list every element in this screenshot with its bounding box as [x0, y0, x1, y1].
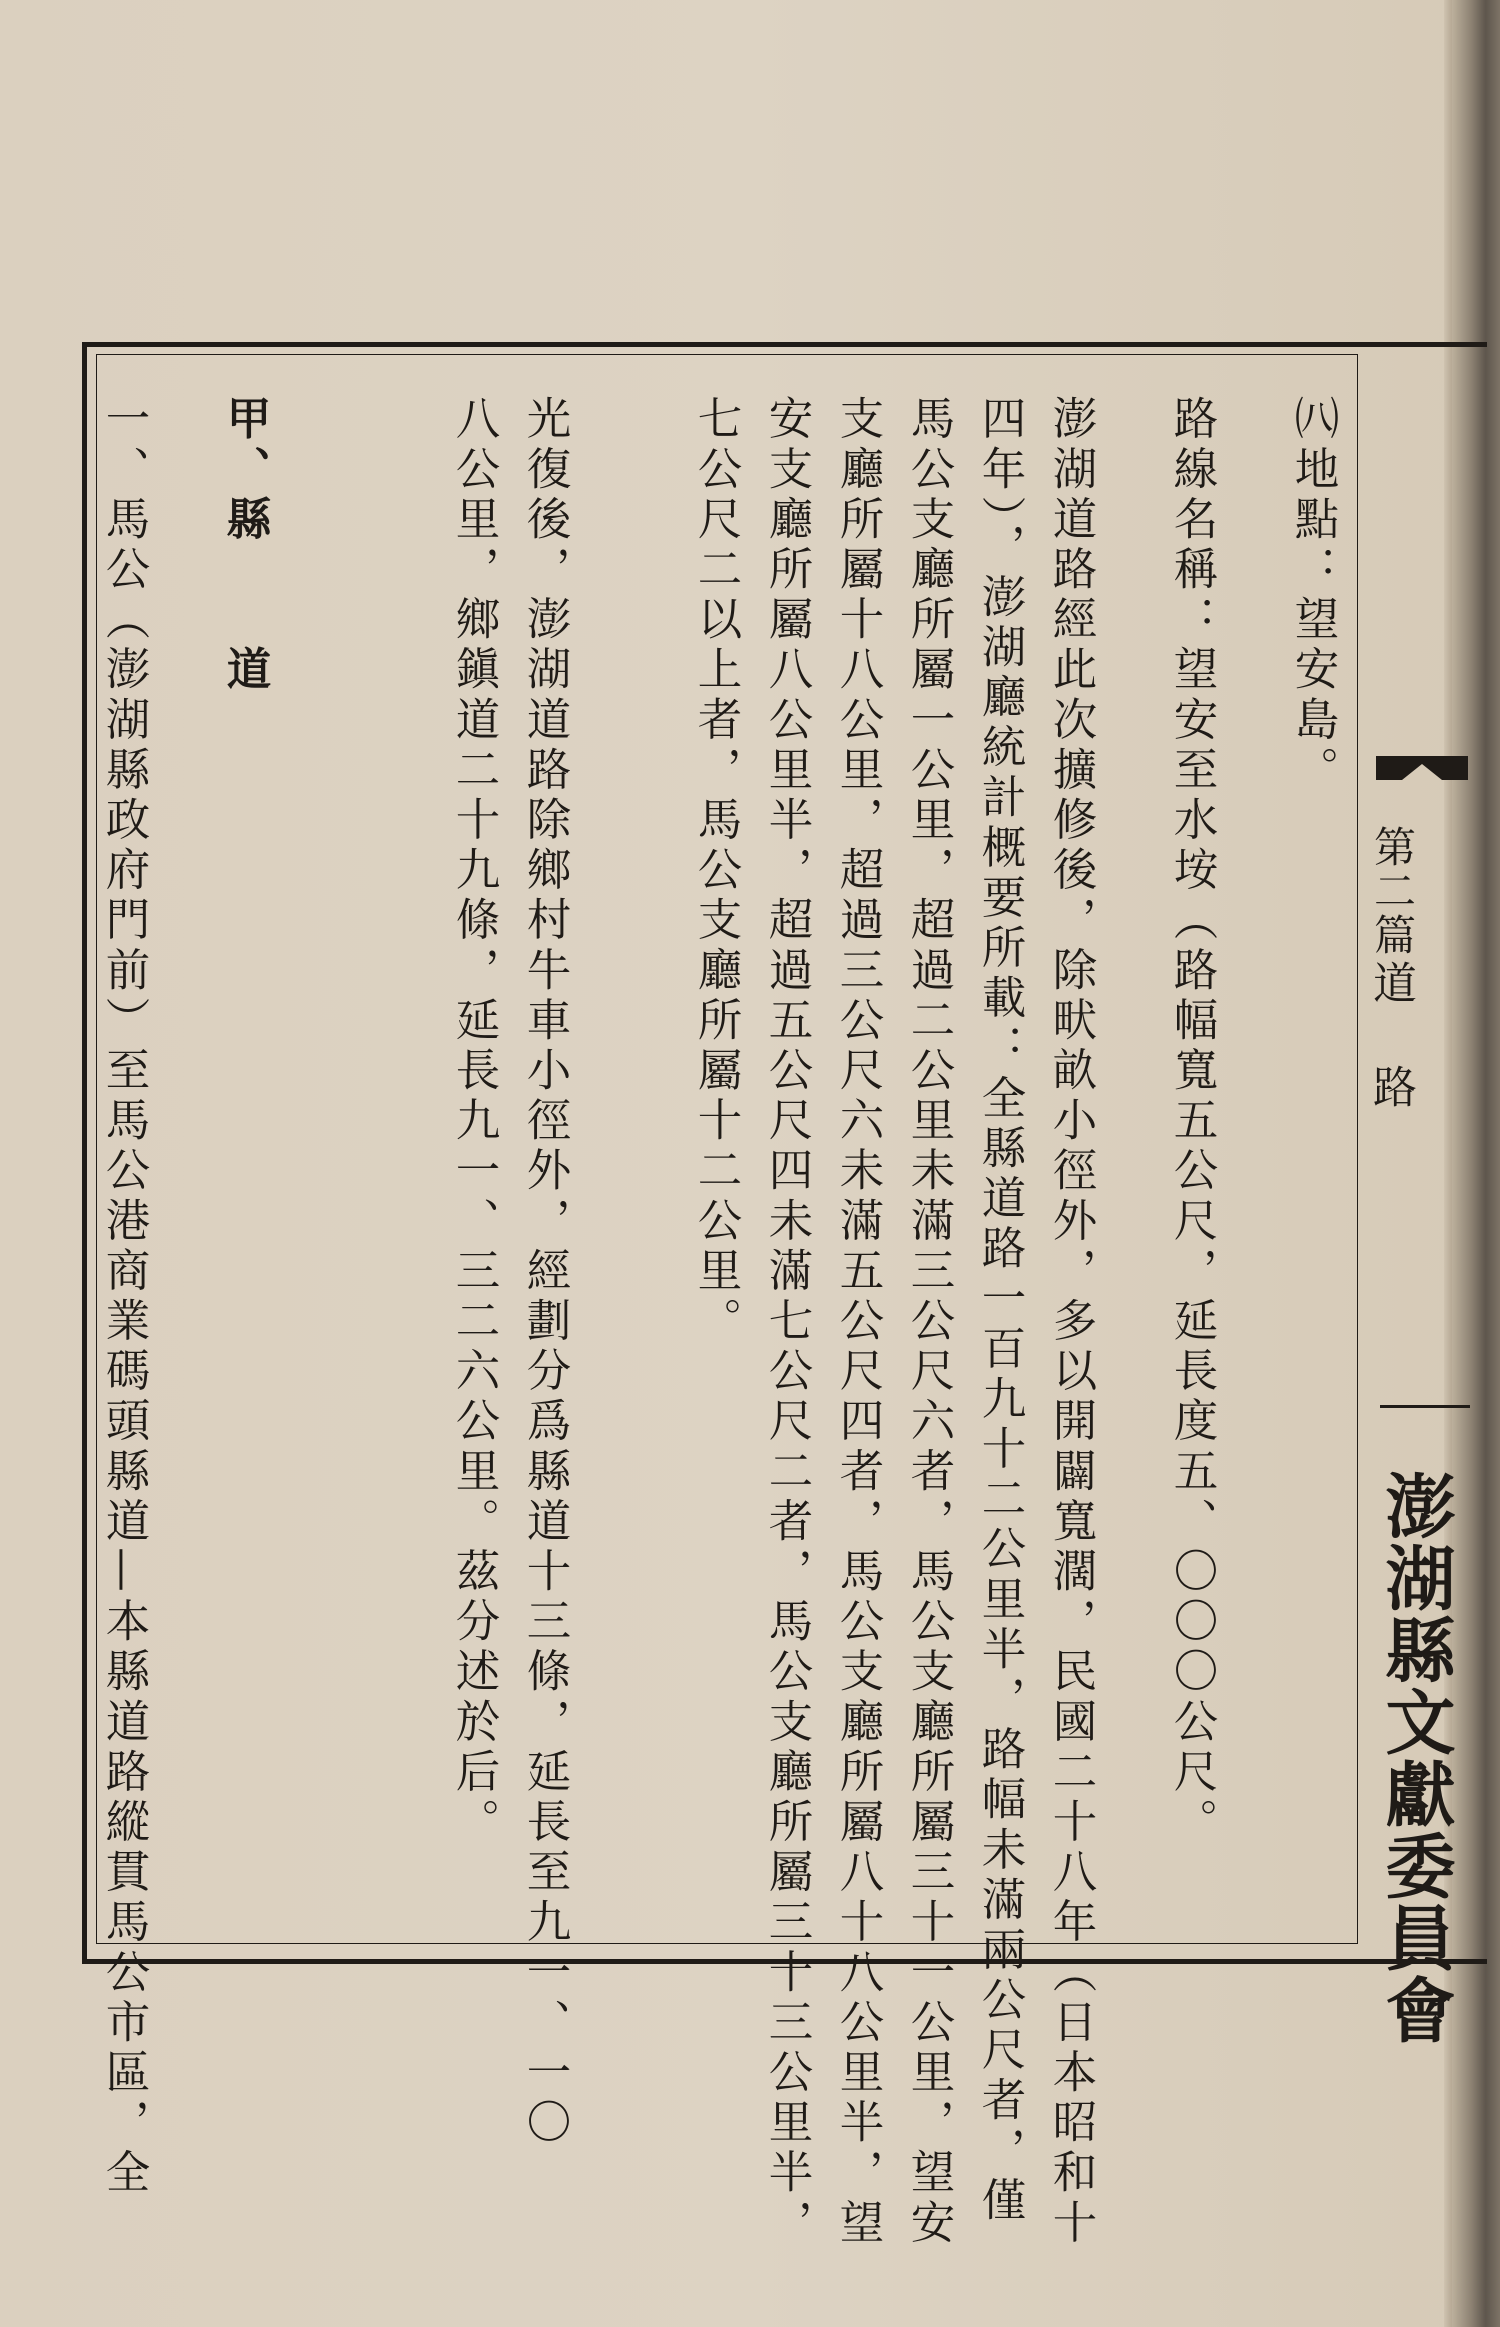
body-text	[98, 395, 1348, 2249]
text-column: 光復後，澎湖道路除鄉村牛車小徑外，經劃分爲縣道十三條，延長至九一、一〇	[519, 395, 570, 2149]
text-column: 馬公支廳所屬一公里，超過二公里未滿三公尺六者，馬公支廳所屬三十一公里，望安	[903, 395, 954, 2249]
text-column: 支廳所屬十八公里，超過三公尺六未滿五公尺四者，馬公支廳所屬八十八公里半，望	[832, 395, 883, 2249]
text-column: ㈧地點：望安島。	[1287, 395, 1338, 796]
publisher-name: 澎湖縣文獻委員會	[1374, 1470, 1457, 2046]
text-column: 一、馬公（澎湖縣政府門前）至馬公港商業碼頭縣道—本縣道路縱貫馬公市區，全	[98, 395, 149, 2199]
chapter-label: 第二篇	[1368, 825, 1417, 957]
text-column: 七公尺二以上者，馬公支廳所屬十二公里。	[690, 395, 741, 1347]
text-column: 八公里，鄉鎭道二十九條，延長九一、三二六公里。茲分述於后。	[448, 395, 499, 1848]
chapter-title: 道路	[1365, 960, 1416, 1168]
text-column: 澎湖道路經此次擴修後，除畎畝小徑外，多以開闢寬濶，民國二十八年（日本昭和十	[1045, 395, 1096, 2249]
header-ornament	[1376, 756, 1468, 780]
section-heading: 甲、縣 道	[219, 395, 271, 696]
text-column: 路線名稱：望安至水垵（路幅寬五公尺，延長度五、〇〇〇公尺。	[1166, 395, 1217, 1848]
header-divider	[1380, 1405, 1470, 1408]
text-column	[0, 395, 88, 1935]
text-column: 安支廳所屬八公里半，超過五公尺四未滿七公尺二者，馬公支廳所屬三十三公里半，	[761, 395, 812, 2249]
text-column: 四年），澎湖廳統計概要所載：全縣道路一百九十二公里半，路幅未滿兩公尺者，僅	[974, 395, 1025, 2227]
